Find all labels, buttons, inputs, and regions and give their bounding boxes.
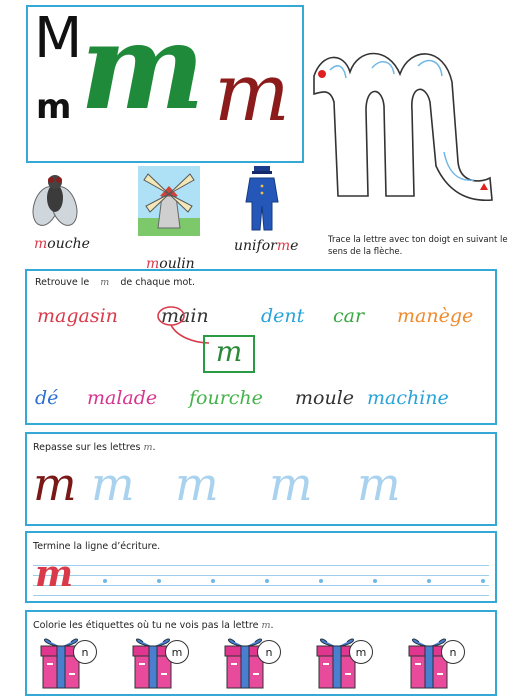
capital-letter: M (34, 6, 83, 71)
instruction-letter: m (143, 442, 153, 453)
trace-letter-3[interactable]: m (269, 457, 313, 511)
writing-dot[interactable] (211, 579, 215, 583)
instruction-letter: m (100, 277, 110, 288)
lowercase-letter: m (36, 87, 72, 127)
trace-letter-4[interactable]: m (357, 457, 401, 511)
model-letter: m (33, 457, 77, 511)
word-part: oulin (159, 256, 195, 272)
color-instruction (33, 620, 274, 631)
color-labels-box (25, 610, 497, 696)
red-script-letter: m (214, 46, 290, 139)
instruction-text: . (152, 442, 156, 453)
example-letter: m (215, 335, 243, 368)
word-fourche[interactable]: fourche (189, 387, 263, 409)
gift-label-bubble[interactable]: n (441, 640, 465, 664)
trace-letter-1[interactable]: m (91, 457, 135, 511)
writing-line-mid (33, 575, 489, 576)
start-dot-icon (318, 70, 326, 78)
instruction-text: de chaque mot. (120, 277, 196, 288)
trace-letters-box (25, 432, 497, 526)
instruction-text: . (270, 620, 274, 631)
writing-line-box (25, 531, 497, 603)
word-car[interactable]: car (333, 305, 365, 327)
instruction-text: Repasse sur les lettres (33, 442, 141, 453)
word-de[interactable]: dé (35, 387, 59, 409)
instruction-text: Colorie les étiquettes où tu ne vois pas la lettre (33, 620, 259, 631)
picture-word-uniforme (234, 238, 298, 254)
trace-letter-2[interactable]: m (175, 457, 219, 511)
uniform-icon (242, 166, 282, 232)
picture-word-mouche (34, 236, 90, 252)
writing-dot[interactable] (427, 579, 431, 583)
green-script-letter: m (80, 0, 205, 136)
writing-dot[interactable] (265, 579, 269, 583)
gift-label-bubble[interactable]: n (73, 640, 97, 664)
word-moule[interactable]: moule (295, 387, 355, 409)
writing-dot[interactable] (319, 579, 323, 583)
word-malade[interactable]: malade (87, 387, 158, 409)
instruction-letter: m (261, 620, 271, 631)
word-part: unifor (234, 238, 277, 254)
gift-label-bubble[interactable]: m (165, 640, 189, 664)
writing-dot[interactable] (103, 579, 107, 583)
find-letter-box (25, 269, 497, 425)
writing-dot[interactable] (373, 579, 377, 583)
word-magasin[interactable]: magasin (37, 305, 118, 327)
word-main[interactable]: main (161, 305, 209, 327)
trace-instruction-line (33, 442, 156, 453)
model-letter: m (35, 553, 74, 595)
word-part: ouche (47, 236, 90, 252)
word-letter-m: m (146, 256, 160, 272)
writing-line-top (33, 565, 489, 566)
gift-label-bubble[interactable]: m (349, 640, 373, 664)
writing-dot[interactable] (481, 579, 485, 583)
instruction-text: Retrouve le (35, 277, 90, 288)
writing-dot[interactable] (157, 579, 161, 583)
word-machine[interactable]: machine (367, 387, 449, 409)
word-letter-m: m (34, 236, 48, 252)
windmill-icon (138, 166, 200, 236)
trace-letter-diagram[interactable] (308, 32, 498, 202)
find-instruction (35, 277, 195, 288)
word-letter-m: m (276, 238, 291, 254)
example-answer-box (203, 335, 255, 373)
trace-instruction: Trace la lettre avec ton doigt en suivant le sens de la flèche. (328, 235, 508, 257)
word-part: e (290, 238, 299, 254)
letter-display-box (26, 0, 304, 163)
gift-label-bubble[interactable]: n (257, 640, 281, 664)
writing-line-base (33, 585, 489, 586)
word-dent[interactable]: dent (261, 305, 305, 327)
writing-line-bottom (33, 595, 489, 596)
word-manege[interactable]: manège (397, 305, 474, 327)
fly-icon (28, 168, 82, 230)
write-instruction: Termine la ligne d’écriture. (33, 541, 161, 552)
